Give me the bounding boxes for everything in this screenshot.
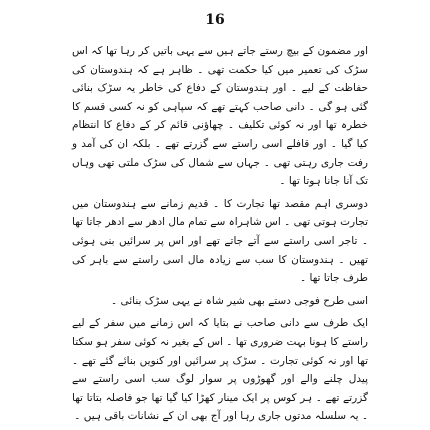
paragraph: اسی طرح فوجی دستے بھی شیر شاہ نے یہی سڑک بنائی ۔ <box>110 294 368 307</box>
paragraph: ایک طرف سے دانی صاحب نے بتایا کہ اس زمانے میں سفر کے لیے راستے کا ہونا بہت ضروری تھا ۔ اس کے بغیر نہ کوئی سفر ہو سکتا تھا اور نہ کوئی تجارت ۔ سڑک پر سرائیں اور کنویں بنائے گئے تھے ۔ پیدل چلنے والے اور گھوڑوں پر سوار لوگ سب اسی راستے سے گزرتے تھے ۔ ہر کوس پر ایک مینار کھڑا کیا گیا تھا جو فاصلہ بتاتا تھا ۔ یہ سلسلہ مدتوں جاری رہا اور آج بھی ان کے نشانات باقی ہیں ۔ <box>72 317 368 423</box>
paragraph: دوسری اہم مقصد تھا تجارت کا ۔ قدیم زمانے سے ہندوستان میں تجارت ہوتی تھی ۔ اس شاہراہ سے تمام مال ادھر سے ادھر جاتا تھا ۔ تاجر اسی راستے سے آتے جاتے تھے اور اس پر سرائیں بنی ہوئی تھیں ۔ ہندوستان کا سب سے زیادہ مال اسی راستے سے باہر کی طرف جاتا تھا ۔ <box>72 197 368 285</box>
paragraph: اور مضمون کے بیچ رستے جاتے ہیں سے یہی باتیں کر رہا تھا کہ اس سڑک کی تعمیر میں کیا حکمت تھی ۔ ظاہر ہے کہ ہندوستان کی حفاظت کے لیے ۔ اور ہندوستان کے دفاع کی خاطر یہ سڑک بنائی گئی ہو گی ۔ دانی صاحب کہتے تھے کہ سپاہی کو نہ کسی قسم کا خطرہ تھا اور نہ کوئی تکلیف ۔ چھاؤنی قائم کر کے دفاع کا انتظام کیا گیا ۔ اور قافلے اسی راستے سے گزرتے تھے ۔ بلکہ ان کی آمد و رفت جاری رہتی تھی ۔ جہاں سے شمال کی سڑک ملتی تھی وہاں تک آنا جانا ہوتا تھا ۔ <box>72 45 368 188</box>
body-text <box>72 42 368 426</box>
page-number: 16 <box>205 12 225 28</box>
